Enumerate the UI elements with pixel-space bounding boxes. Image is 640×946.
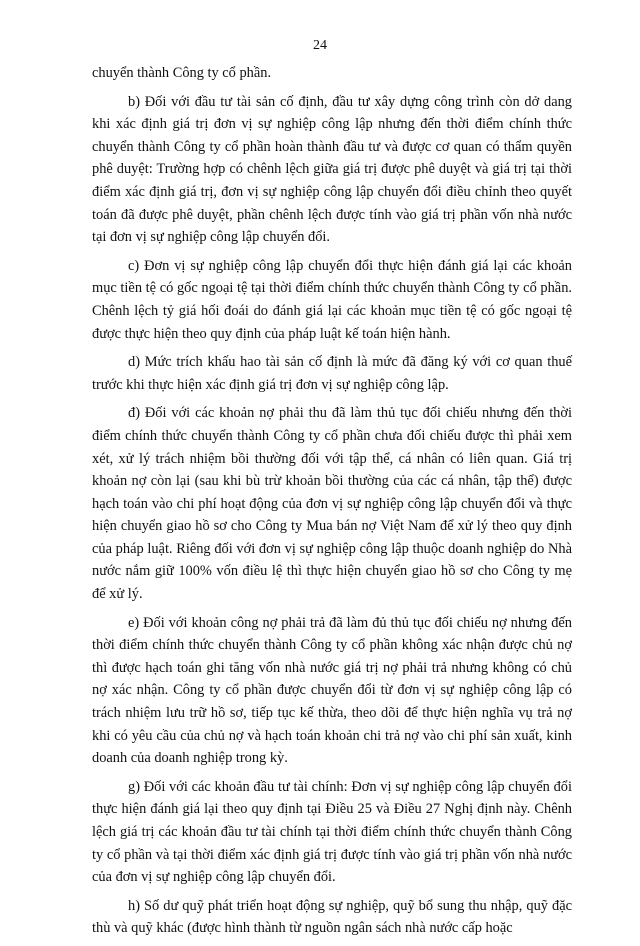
paragraph-item-g: g) Đối với các khoản đầu tư tài chính: Đơn vị sự nghiệp công lập chuyển đổi thực hiện đánh giá lại theo quy định tại Điều 25 và Điều 27 Nghị định này. Chênh lệch giá trị các khoản đầu tư tài chính tại thời điểm chính thức chuyển thành Công ty cổ phần và tại thời điểm xác định giá trị được tính vào giá trị phần vốn nhà nước của đơn vị sự nghiệp công lập chuyển đổi. [92,778,572,886]
paragraph-item-d: d) Mức trích khấu hao tài sản cố định là mức đã đăng ký với cơ quan thuế trước khi thực hiện xác định giá trị đơn vị sự nghiệp công lập. [92,354,572,393]
paragraph-item-h: h) Số dư quỹ phát triển hoạt động sự nghiệp, quỹ bổ sung thu nhập, quỹ đặc thù và quỹ khác (được hình thành từ nguồn ngân sách nhà nước cấp hoặc [92,897,572,937]
paragraph-item-c: c) Đơn vị sự nghiệp công lập chuyển đổi thực hiện đánh giá lại các khoản mục tiền tệ có gốc ngoại tệ tại thời điểm chính thức chuyển thành Công ty cổ phần. Chênh lệch tỷ giá hối đoái do đánh giá lại các khoản mục tiền tệ có gốc ngoại tệ được thực hiện theo quy định của pháp luật kế toán hiện hành. [92,257,572,342]
paragraph-item-b: b) Đối với đầu tư tài sản cố định, đầu tư xây dựng công trình còn dở dang khi xác định giá trị đơn vị sự nghiệp công lập nhưng đến thời điểm chính thức chuyển thành Công ty cổ phần hoàn thành đầu tư và được cơ quan có thẩm quyền phê duyệt: Trường hợp có chênh lệch giữa giá trị được phê duyệt và giá trị tại thời điểm xác định giá trị, đơn vị sự nghiệp công lập chuyển đổi điều chỉnh theo quyết toán đã được phê duyệt, phần chênh lệch được tính vào giá trị phần vốn nhà nước tại đơn vị sự nghiệp công lập chuyển đổi. [92,93,572,246]
page-number: 24 [313,38,327,53]
paragraph-continuation: chuyển thành Công ty cổ phần. [92,65,272,81]
paragraph-item-dd: đ) Đối với các khoản nợ phải thu đã làm thủ tục đối chiếu nhưng đến thời điểm chính thức chuyển thành Công ty cổ phần chưa đối chiếu được thì phải xem xét, xử lý trách nhiệm bồi thường đối với tập thể, cá nhân có liên quan. Giá trị khoản nợ còn lại (sau khi bù trừ khoản bồi thường của các cá nhân, tập thể) được hạch toán vào chi phí hoạt động của đơn vị sự nghiệp công lập chuyển đổi và thực hiện chuyển giao hồ sơ cho Công ty Mua bán nợ Việt Nam để xử lý theo quy định của pháp luật. Riêng đối với đơn vị sự nghiệp công lập thuộc doanh nghiệp do Nhà nước nắm giữ 100% vốn điều lệ thì thực hiện chuyển giao hồ sơ cho Công ty mẹ để xử lý. [92,405,572,603]
document-body [92,62,572,946]
paragraph-item-e: e) Đối với khoản công nợ phải trả đã làm đủ thủ tục đối chiếu nợ nhưng đến thời điểm chính thức chuyển thành Công ty cổ phần không xác nhận được chủ nợ thì được hạch toán ghi tăng vốn nhà nước giá trị nợ phải trả nhưng không có chủ nợ xác nhận. Công ty cổ phần được chuyển đổi từ đơn vị sự nghiệp công lập có trách nhiệm lưu trữ hồ sơ, tiếp tục kế thừa, theo dõi để thực hiện nghĩa vụ trả nợ khi có yêu cầu của chủ nợ và hạch toán khoản chi trả nợ vào chi phí sản xuất, kinh doanh của doanh nghiệp trong kỳ. [92,614,572,767]
